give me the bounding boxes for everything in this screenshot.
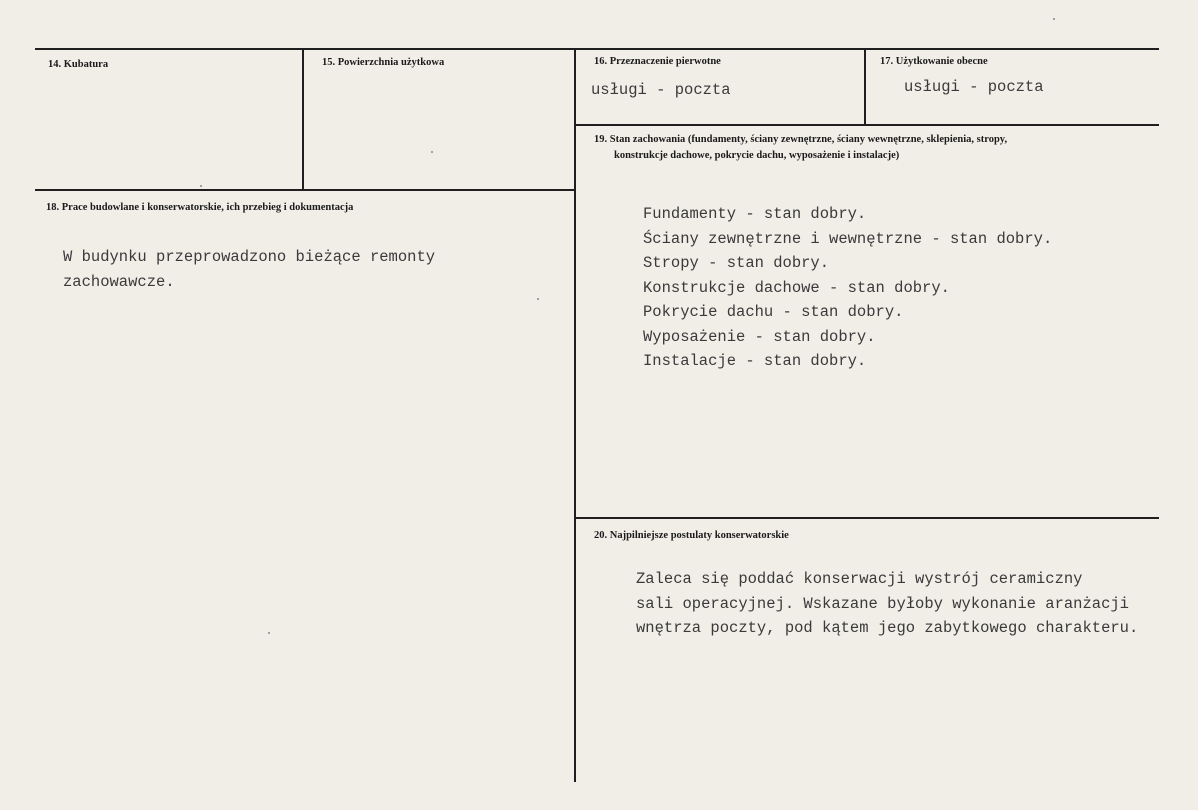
stan-line: Stropy - stan dobry. [643,254,830,272]
postulaty-text [636,567,1138,641]
top-border-line [35,48,1159,50]
paper-speck [431,151,433,153]
row-divider-right-bottom [576,517,1159,519]
stan-line: Fundamenty - stan dobry. [643,205,867,223]
row-divider-left [35,189,576,191]
uzytkowanie-value: usługi - poczta [904,78,1044,96]
stan-label [594,132,1007,164]
divider-14-15 [302,48,304,190]
przeznaczenie-value: usługi - poczta [591,81,731,99]
prace-line: W budynku przeprowadzono bieżące remonty [63,248,436,266]
stan-line: Pokrycie dachu - stan dobry. [643,303,904,321]
center-divider [574,48,576,782]
row-divider-right-top [576,124,1159,126]
stan-text [643,202,1052,374]
divider-16-17 [864,48,866,124]
prace-label: 18. Prace budowlane i konserwatorskie, ich przebieg i dokumentacja [46,202,354,213]
paper-speck [200,185,202,187]
uzytkowanie-label: 17. Użytkowanie obecne [880,56,988,67]
stan-label-line-2: konstrukcje dachowe, pokrycie dachu, wyposażenie i instalacje) [614,150,900,161]
postulaty-line: sali operacyjnej. Wskazane byłoby wykonanie aranżacji [636,594,1129,613]
stan-line: Ściany zewnętrzne i wewnętrzne - stan dobry. [643,229,1053,248]
prace-line: zachowawcze. [63,272,175,291]
postulaty-line: Zaleca się poddać konserwacji wystrój ceramiczny [636,570,1083,588]
kubatura-label: 14. Kubatura [48,59,109,70]
stan-line: Wyposażenie - stan dobry. [643,327,876,346]
powierzchnia-label: 15. Powierzchnia użytkowa [322,57,445,68]
paper-speck [537,298,539,300]
stan-line: Konstrukcje dachowe - stan dobry. [643,278,950,297]
postulaty-label: 20. Najpilniejsze postulaty konserwatorskie [594,530,789,541]
paper-speck [1053,18,1055,20]
prace-text [63,245,435,294]
paper-speck [268,632,270,634]
przeznaczenie-label: 16. Przeznaczenie pierwotne [594,56,721,67]
stan-line: Instalacje - stan dobry. [643,352,867,370]
postulaty-line: wnętrza poczty, pod kątem jego zabytkowego charakteru. [636,619,1139,637]
stan-label-line-1: 19. Stan zachowania (fundamenty, ściany zewnętrzne, ściany wewnętrzne, sklepienia, stropy, [594,134,1008,145]
